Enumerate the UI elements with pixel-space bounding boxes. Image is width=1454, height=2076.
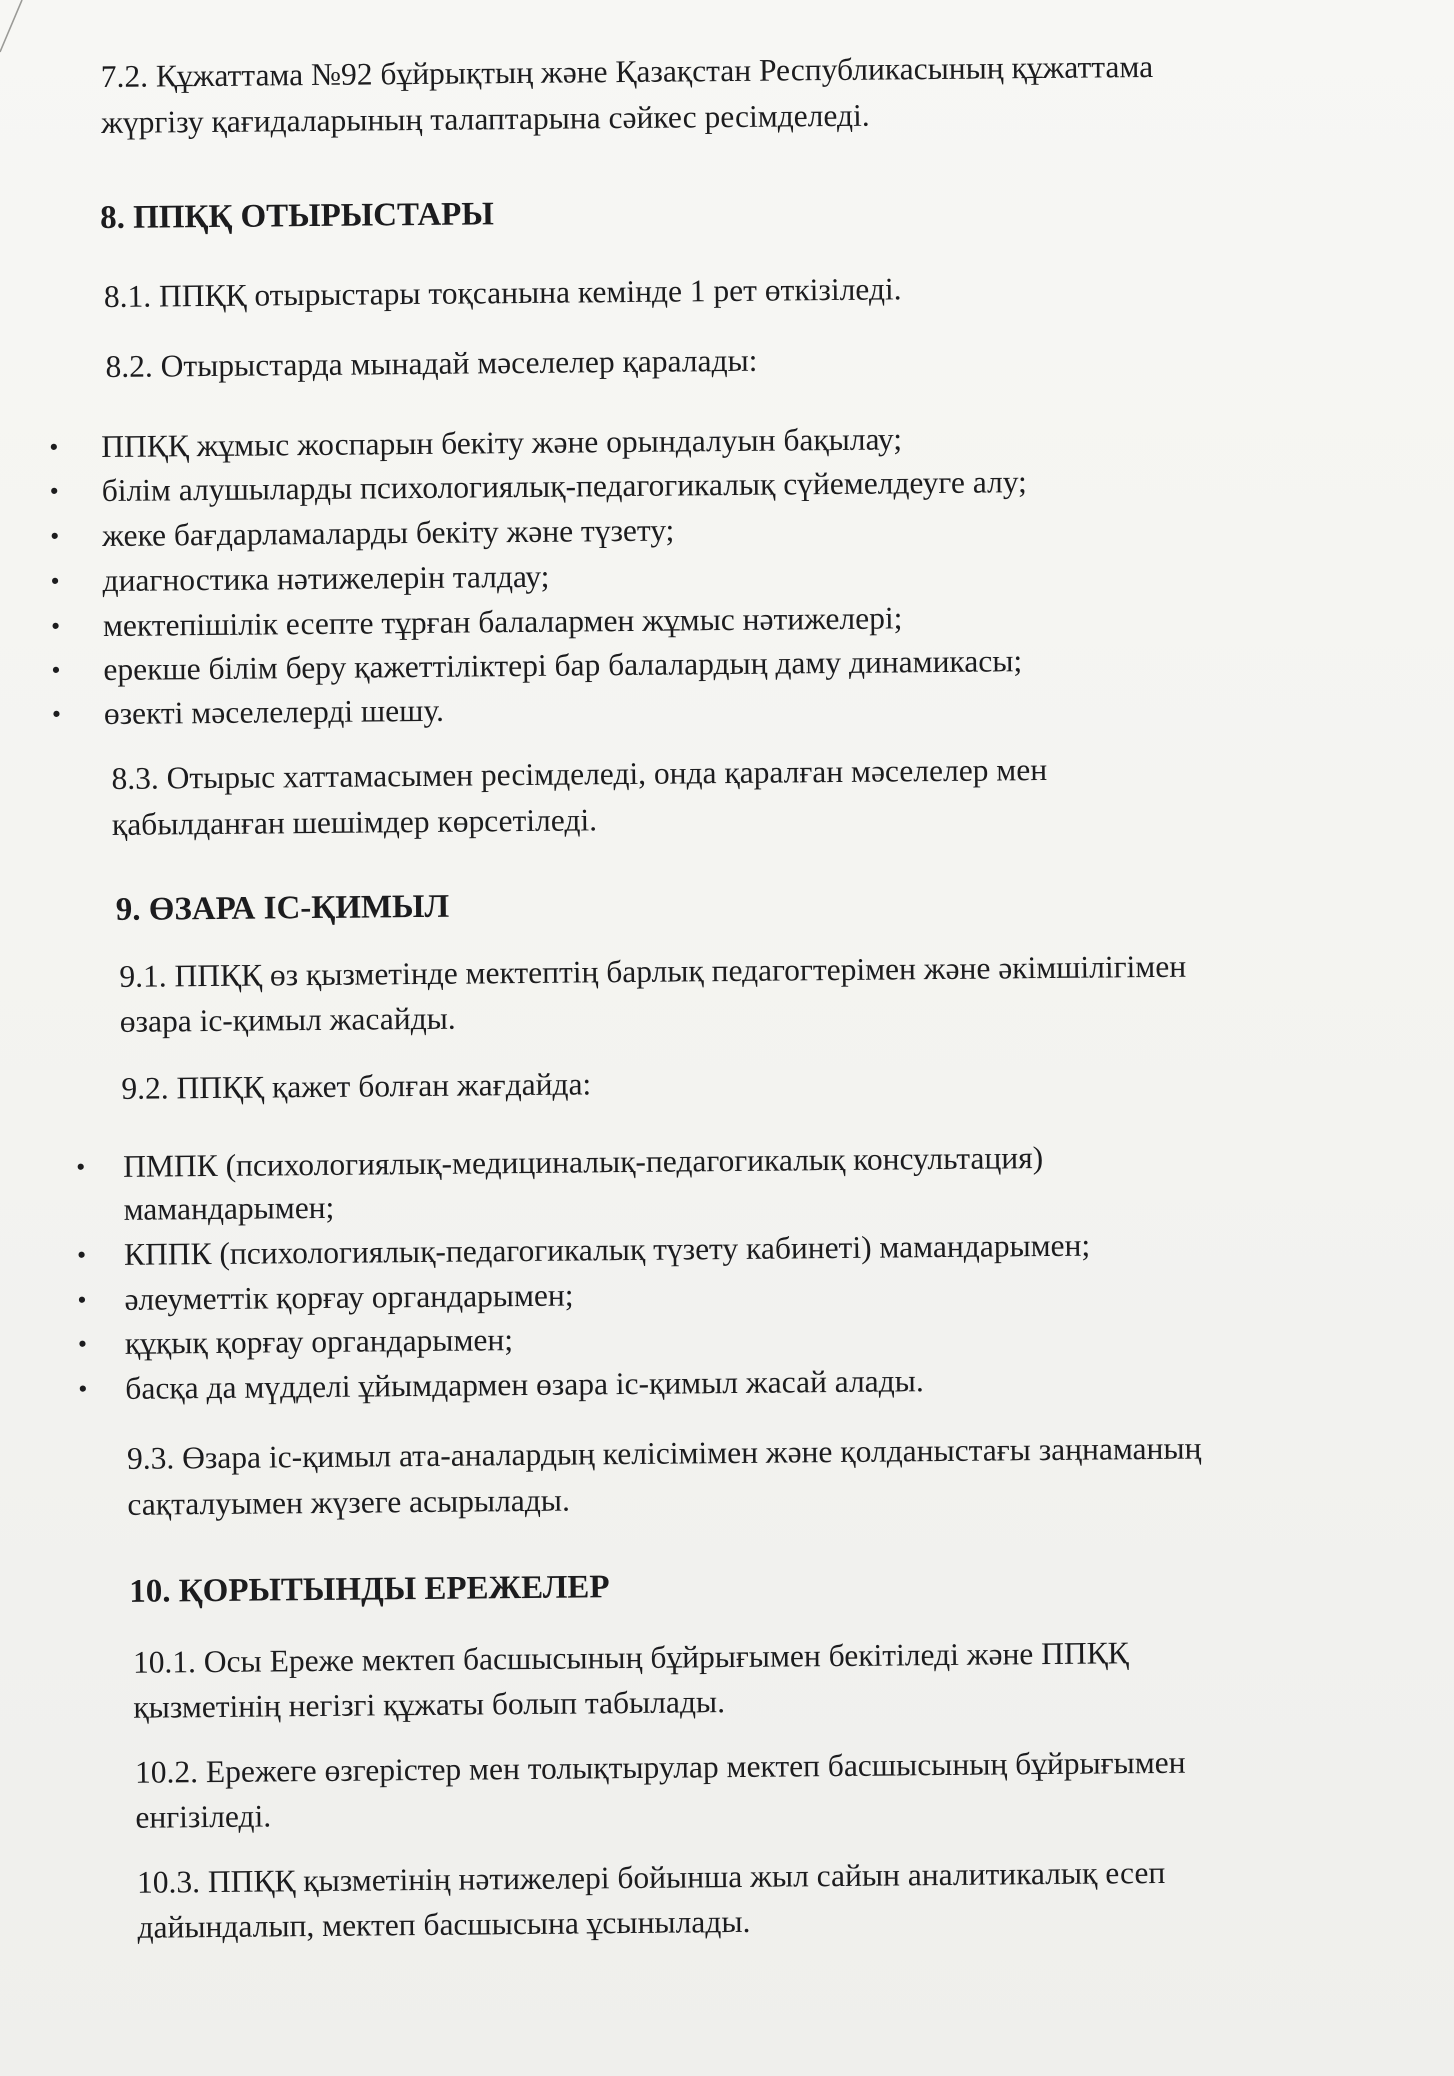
paragraph-9-3-line-1: 9.3. Өзара іс-қимыл ата-аналардың келісімімен және қолданыстағы заңнаманың xyxy=(126,1430,1202,1476)
paragraph-10-1-line-2: қызметінің негізгі құжаты болып табылады. xyxy=(133,1684,726,1725)
paragraph-7-2-line-1: 7.2. Құжаттама №92 бұйрықтың және Қазақстан Республикасының құжаттама xyxy=(100,48,1154,95)
paragraph-7-2-line-2: жүргізу қағидаларының талаптарына сәйкес ресімделеді. xyxy=(101,97,870,141)
list-item: білім алушыларды психологиялық-педагогикалық сүйемелдеуге алу; xyxy=(101,464,1027,509)
list-item: диагностика нәтижелерін талдау; xyxy=(102,558,550,599)
section-10-heading: 10. ҚОРЫТЫНДЫ ЕРЕЖЕЛЕР xyxy=(129,1569,610,1610)
list-bullet: • xyxy=(49,476,59,506)
paragraph-8-3-line-2: қабылданған шешімдер көрсетіледі. xyxy=(111,802,598,842)
paragraph-8-1: 8.1. ППҚҚ отырыстары тоқсанына кемінде 1 рет өткізіледі. xyxy=(103,271,902,315)
list-item: ерекше білім беру қажеттіліктері бар балалардың даму динамикасы; xyxy=(103,643,1023,688)
list-bullet: • xyxy=(50,611,61,641)
list-item: мектепішілік есепте тұрған балалармен жұмыс нәтижелері; xyxy=(102,600,903,644)
list-item: өзекті мәселелерді шешу. xyxy=(103,692,445,732)
paragraph-9-1-line-2: өзара іс-қимыл жасайды. xyxy=(119,1000,456,1039)
list-bullet: • xyxy=(77,1329,88,1359)
list-item: ППҚҚ жұмыс жоспарын бекіту және орындалуын бақылау; xyxy=(101,421,903,465)
list-bullet: • xyxy=(50,566,60,596)
section-8-heading: 8. ППҚҚ ОТЫРЫСТАРЫ xyxy=(99,196,494,237)
list-item: құқық қорғау органдарымен; xyxy=(124,1322,514,1361)
list-bullet: • xyxy=(51,655,61,685)
list-bullet: • xyxy=(49,432,59,462)
paragraph-10-3-line-1: 10.3. ППҚҚ қызметінің нәтижелері бойынша жыл сайын аналитикалық есеп xyxy=(136,1854,1166,1900)
paragraph-10-2-line-2: енгізіледі. xyxy=(135,1798,272,1835)
list-item: жеке бағдарламаларды бекіту және түзету; xyxy=(101,512,675,554)
paragraph-9-3-line-2: сақталуымен жүзеге асырылады. xyxy=(127,1482,571,1522)
paragraph-10-2-line-1: 10.2. Ережеге өзгерістер мен толықтырулар мектеп басшысының бұйрығымен xyxy=(134,1744,1186,1790)
list-bullet: • xyxy=(51,699,62,729)
paragraph-8-3-line-1: 8.3. Отырыс хаттамасымен ресімделеді, онда қаралған мәселелер мен xyxy=(111,751,1048,796)
section-9-heading: 9. ӨЗАРА ІС-ҚИМЫЛ xyxy=(115,888,450,928)
list-bullet: • xyxy=(76,1240,87,1270)
paragraph-9-1-line-1: 9.1. ППҚҚ өз қызметінде мектептің барлық педагогтерімен және әкімшілігімен xyxy=(119,948,1187,994)
list-item-continuation: мамандарымен; xyxy=(123,1189,335,1227)
list-item: КППК (психологиялық-педагогикалық түзету кабинеті) мамандарымен; xyxy=(123,1227,1091,1272)
list-item: әлеуметтік қорғау органдарымен; xyxy=(124,1277,574,1317)
paragraph-8-2: 8.2. Отырыстарда мынадай мәселелер қаралады: xyxy=(105,342,758,385)
list-bullet: • xyxy=(50,521,60,551)
paragraph-10-3-line-2: дайындалып, мектеп басшысына ұсынылады. xyxy=(137,1903,751,1945)
list-bullet: • xyxy=(78,1374,88,1404)
paragraph-10-1-line-1: 10.1. Осы Ереже мектеп басшысының бұйрығымен бекітіледі және ППҚҚ xyxy=(132,1635,1129,1680)
list-bullet: • xyxy=(77,1285,87,1315)
list-item: ПМПК (психологиялық-медициналық-педагогикалық консультация) xyxy=(123,1140,1044,1184)
list-bullet: • xyxy=(76,1152,86,1182)
list-item: басқа да мүдделі ұйымдармен өзара іс-қимыл жасай алады. xyxy=(125,1363,924,1406)
paragraph-9-2: 9.2. ППҚҚ қажет болған жағдайда: xyxy=(121,1066,592,1106)
